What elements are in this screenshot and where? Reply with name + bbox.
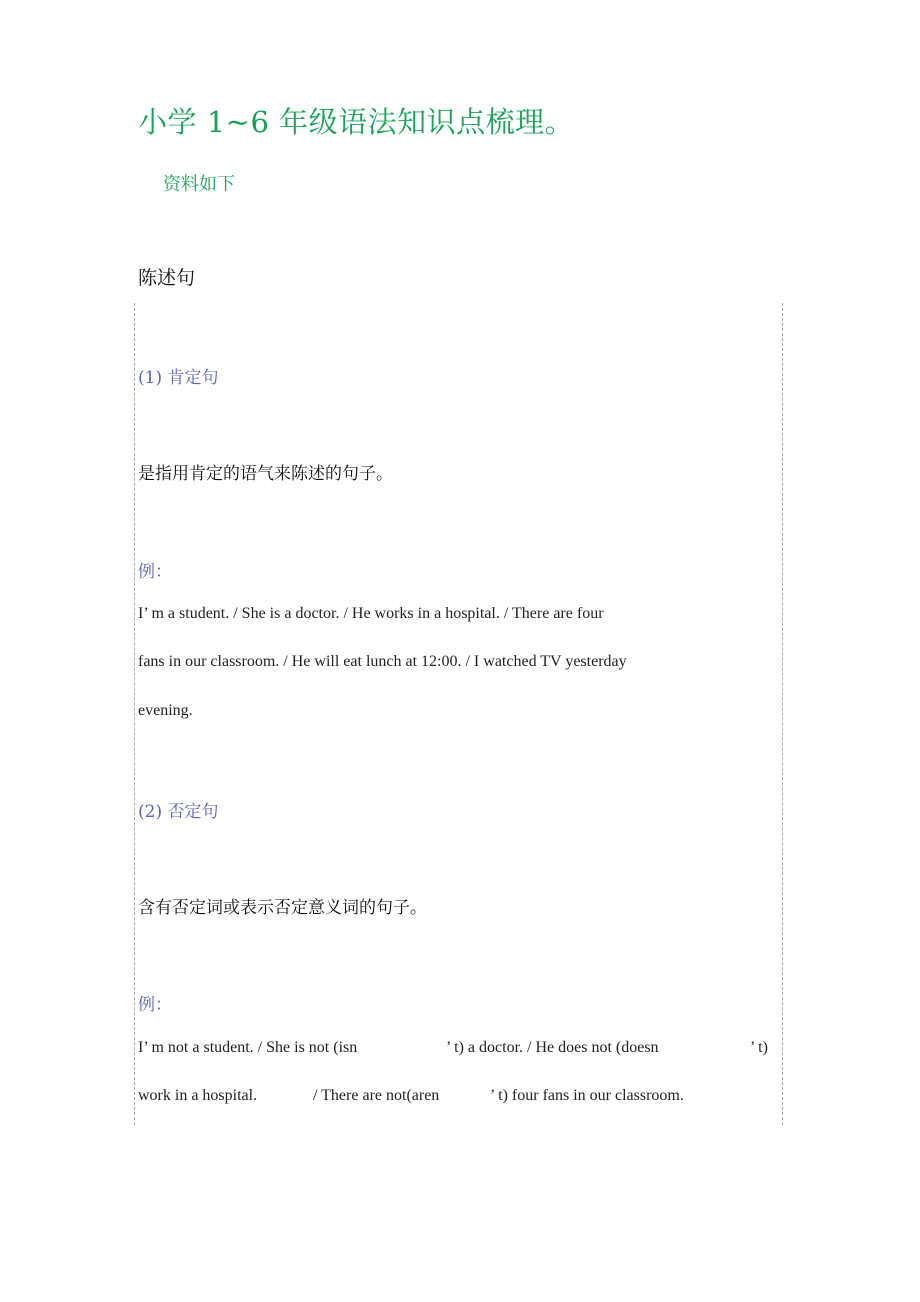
page-title: 小学 1~6 年级语法知识点梳理。	[138, 105, 575, 139]
negative-label: (2) 否定句	[138, 802, 219, 822]
affirmative-example-label: 例：	[138, 562, 172, 582]
negative-definition: 含有否定词或表示否定意义词的句子。	[138, 898, 427, 918]
affirmative-example-line: fans in our classroom. / He will eat lunch at 12:00. / I watched TV yesterday	[138, 653, 627, 670]
affirmative-definition: 是指用肯定的语气来陈述的句子。	[138, 464, 393, 484]
negative-example-line2-part1: work in a hospital.	[138, 1087, 258, 1104]
negative-example-label: 例：	[138, 995, 172, 1015]
affirmative-example-line: I’ m a student. / She is a doctor. / He works in a hospital. / There are four	[138, 605, 604, 622]
negative-example-line2-part3: ’ t) four fans in our classroom.	[490, 1087, 684, 1104]
section-heading: 陈述句	[138, 267, 196, 289]
frame-left-border	[134, 303, 135, 1125]
negative-example-line1-part1: I’ m not a student. / She is not (isn	[138, 1039, 358, 1056]
affirmative-example-line: evening.	[138, 702, 193, 719]
affirmative-label: (1) 肯定句	[138, 368, 219, 388]
frame-right-border	[782, 303, 783, 1125]
subtitle: 资料如下	[163, 174, 235, 195]
negative-example-line2-part2: / There are not(aren	[313, 1087, 440, 1104]
negative-example-line1-part2: ’ t) a doctor. / He does not (doesn	[446, 1039, 659, 1056]
negative-example-line1-part3: ’ t)	[750, 1039, 768, 1056]
